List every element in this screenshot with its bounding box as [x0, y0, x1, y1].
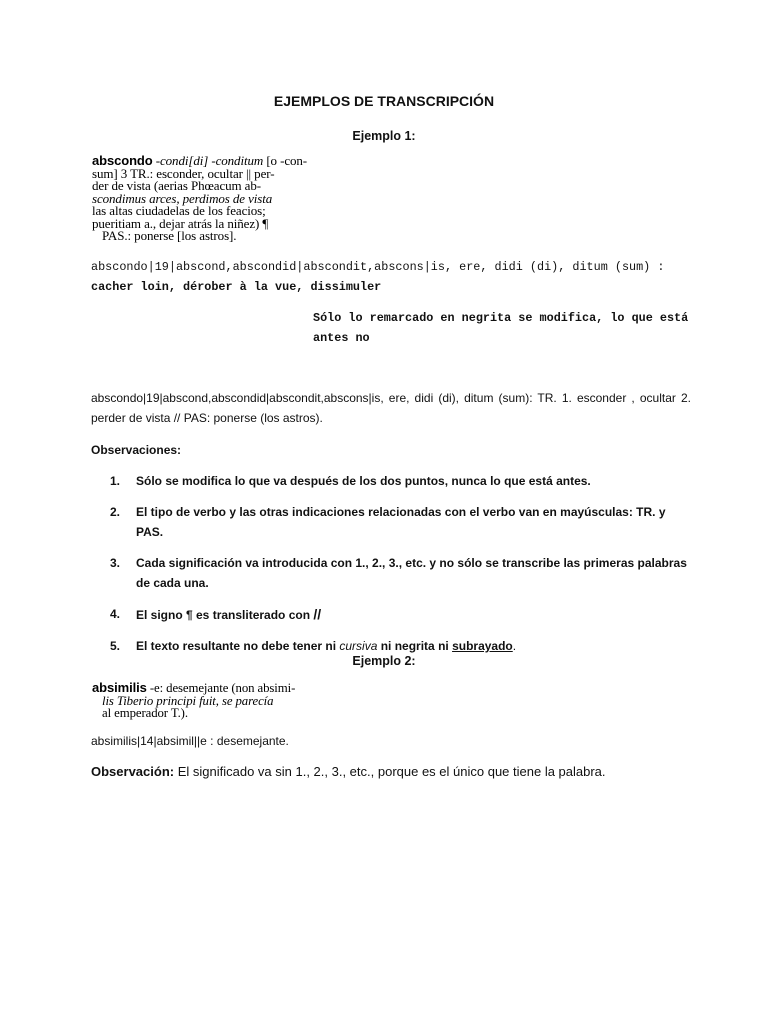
list-number: 1. [110, 474, 121, 488]
observation-label: Observación: [91, 764, 175, 779]
transcription-bold: cacher loin, dérober à la vue, dissimuler [91, 280, 382, 294]
list-text-part: El signo ¶ es transliterado con [136, 608, 314, 622]
list-text-part: ni negrita ni [377, 639, 453, 653]
list-item [110, 553, 688, 593]
list-number: 2. [110, 505, 121, 519]
scan-line: der de vista (aerias Phœacum ab- [92, 178, 261, 193]
page-title: EJEMPLOS DE TRANSCRIPCIÓN [273, 93, 495, 109]
dictionary-scan-absimilis [92, 682, 344, 722]
observations-heading: Observaciones: [91, 443, 182, 457]
transcription-plain: abscondo|19|abscond,abscondid|abscondit,abscons|is, ere, didi (di), ditum (sum) : [91, 260, 665, 274]
observation-example-2 [91, 762, 606, 782]
result-example-2: absimilis|14|absimil||e : desemejante. [91, 734, 289, 748]
scan-line: al emperador T.). [102, 706, 188, 720]
example-2-heading: Ejemplo 2: [352, 654, 416, 668]
scan-line: lis Tiberio principi fuit, se parecía [102, 693, 274, 708]
scan-headword: absimilis [92, 682, 147, 695]
list-text: Cada significación va introducida con 1., 2., 3., etc. y no sólo se transcribe las primeras palabras de cada una. [136, 556, 687, 590]
list-text [136, 608, 321, 622]
scan-line: scondimus arces, perdimos de vista [92, 190, 273, 206]
list-text [136, 639, 516, 653]
list-text: Sólo se modifica lo que va después de los dos puntos, nunca lo que está antes. [136, 474, 591, 488]
scan-line: pueritiam a., dejar atrás la niñez) ¶ [92, 215, 269, 231]
bold-note: Sólo lo remarcado en negrita se modifica, lo que está antes no [313, 311, 689, 345]
scan-headword: abscondo [92, 155, 153, 168]
list-text: El tipo de verbo y las otras indicaciones relacionadas con el verbo van en mayúsculas: TR. y PAS. [136, 505, 666, 539]
scan-line: las altas ciudadelas de los feacios; [92, 203, 266, 218]
scan-line: PAS.: ponerse [los astros]. [102, 228, 237, 243]
list-text-part: // [313, 606, 322, 622]
scan-line-text: -e: desemejante (non absimi- [146, 682, 296, 695]
scan-line: sum] 3 TR.: esconder, ocultar || per- [92, 165, 275, 181]
underlined-word: subrayado [452, 639, 513, 653]
example-1-heading: Ejemplo 1: [352, 129, 416, 143]
list-number: 3. [110, 556, 121, 570]
list-number: 5. [110, 639, 121, 653]
scan-line [92, 682, 344, 695]
dictionary-scan-abscondo [92, 155, 372, 247]
transcription-example-1 [91, 257, 691, 297]
observations-list [110, 471, 688, 667]
italic-word: cursiva [339, 639, 378, 653]
list-item [110, 471, 688, 491]
list-text-part: . [512, 639, 517, 653]
result-example-1: abscondo|19|abscond,abscondid|abscondit,abscons|is, ere, didi (di), ditum (sum): TR. 1. esconder , ocultar 2. perder de vista // PAS: ponerse (los astros). [91, 391, 691, 425]
scan-line-text: -condi[di] -conditum [152, 155, 267, 168]
list-text-part: El texto resultante no debe tener ni [136, 639, 340, 653]
list-item [110, 636, 688, 656]
observation-text: El significado va sin 1., 2., 3., etc., porque es el único que tiene la palabra. [174, 764, 606, 779]
list-number: 4. [110, 607, 121, 621]
list-item [110, 502, 688, 542]
scan-line-text: [o -con- [266, 155, 308, 168]
list-item [110, 604, 688, 625]
